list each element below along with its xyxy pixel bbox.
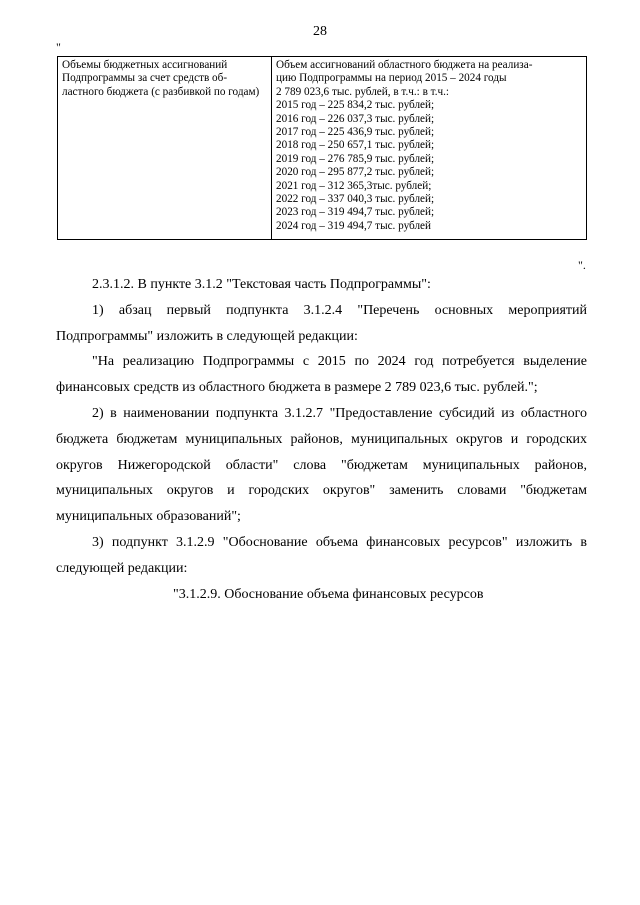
page-number: 28 <box>313 24 327 39</box>
table-value-line: 2 789 023,6 тыс. рублей, в т.ч.: в т.ч.: <box>276 85 450 98</box>
table-value-line: 2016 год – 226 037,3 тыс. рублей; <box>276 112 435 125</box>
table-value-line: 2017 год – 225 436,9 тыс. рублей; <box>276 126 435 139</box>
table-value-line: Объем ассигнований областного бюджета на реализа- <box>276 59 533 71</box>
table-value-line: 2018 год – 250 657,1 тыс. рублей; <box>276 139 435 152</box>
paragraph-subitem-1: 1) абзац первый подпункта 3.1.2.4 "Перечень основных мероприятий Подпрограммы" изложить в следующей редакции: <box>56 302 587 344</box>
table-value-line: 2019 год – 276 785,9 тыс. рублей; <box>276 152 435 165</box>
table-label-cell: Объемы бюджетных ассигнований Подпрограммы за счет средств об-ластного бюджета (с разбивкой по годам) <box>58 57 272 240</box>
document-body <box>56 272 587 607</box>
paragraph-quoted-text: "На реализацию Подпрограммы с 2015 по 2024 год потребуется выделение финансовых средств из областного бюджета в размере 2 789 023,6 тыс. рублей."; <box>56 354 587 396</box>
table-row <box>58 57 587 240</box>
table-value-line: 2022 год – 337 040,3 тыс. рублей; <box>276 193 435 206</box>
opening-quote-mark: " <box>56 40 61 54</box>
table-value-line: 2020 год – 295 877,2 тыс. рублей; <box>276 166 435 179</box>
closing-quote-mark: ". <box>578 258 586 272</box>
section-heading-3-1-2-9: "3.1.2.9. Обоснование объема финансовых ресурсов <box>173 586 484 602</box>
paragraph-subitem-2: 2) в наименовании подпункта 3.1.2.7 "Предоставление субсидий из областного бюджета бюджетам муниципальных районов, муниципальных округов и городских округов Нижегородской области" слова "бюджетам муниципальных районов, муниципальных округов и городских округов" заменить словами "бюджетам муниципальных образований"; <box>56 405 587 525</box>
table-value-line: 2024 год – 319 494,7 тыс. рублей <box>276 219 431 232</box>
paragraph-item-2-3-1-2: 2.3.1.2. В пункте 3.1.2 "Текстовая часть Подпрограммы": <box>92 277 431 292</box>
table-value-line: цию Подпрограммы на период 2015 – 2024 годы <box>276 72 507 85</box>
table-value-cell <box>272 57 587 240</box>
table-value-line: 2023 год – 319 494,7 тыс. рублей; <box>276 206 435 219</box>
table-value-line: 2015 год – 225 834,2 тыс. рублей; <box>276 99 435 112</box>
table-value-line: 2021 год – 312 365,3тыс. рублей; <box>276 179 432 192</box>
budget-table <box>57 56 587 240</box>
paragraph-subitem-3: 3) подпункт 3.1.2.9 "Обоснование объема финансовых ресурсов" изложить в следующей редакции: <box>56 534 587 576</box>
